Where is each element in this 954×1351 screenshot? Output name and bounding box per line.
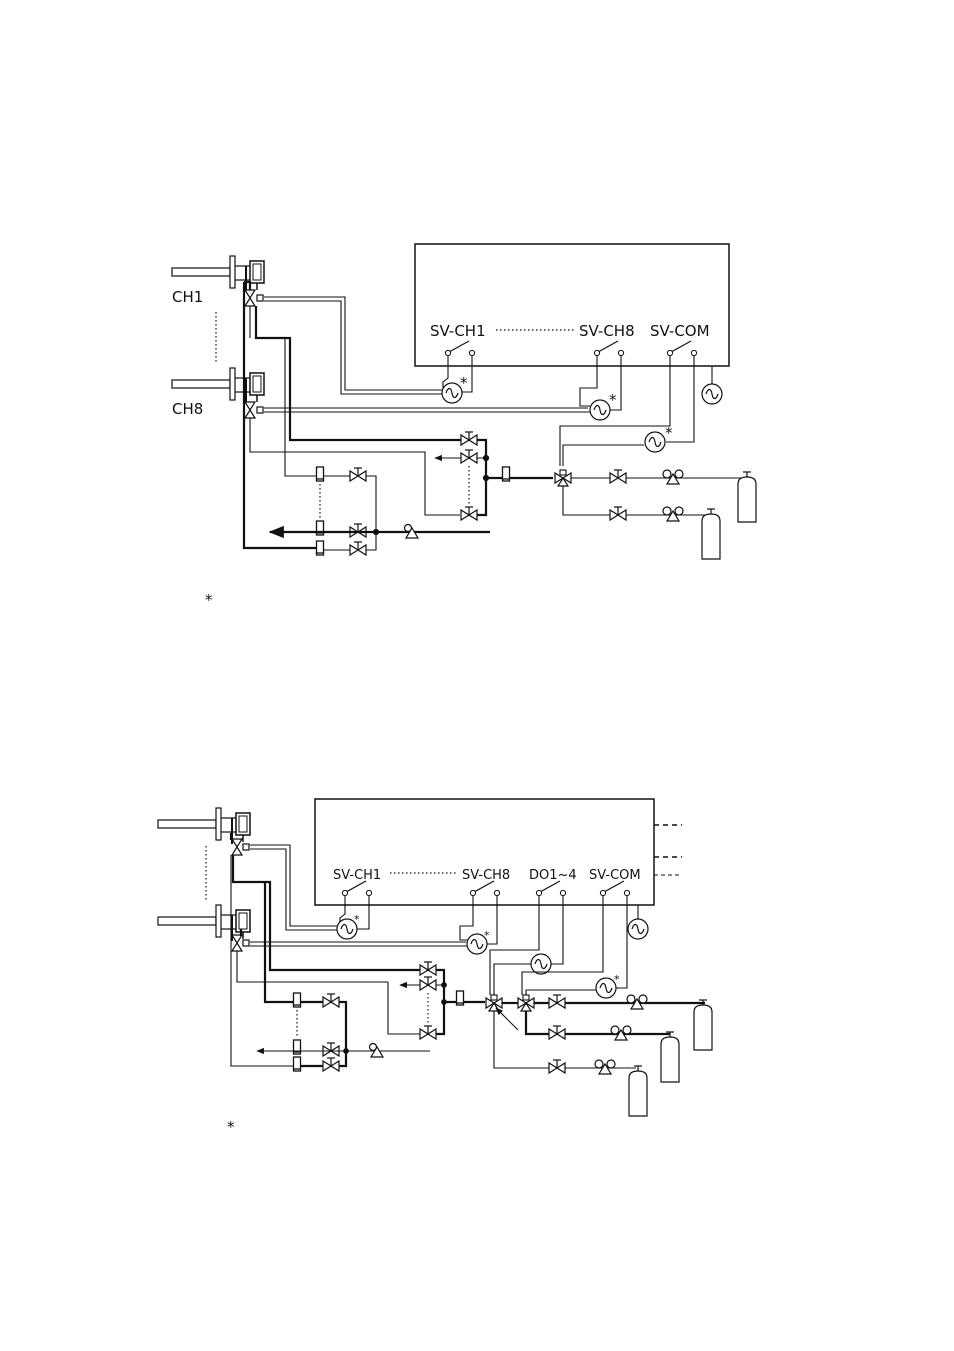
block-valve-2-top (420, 962, 436, 975)
three-way-valve-2a (486, 995, 502, 1011)
supply-valve-1b (610, 507, 626, 520)
supply-valve-2a (549, 995, 565, 1008)
label-ch1: CH1 (172, 288, 204, 306)
supply-valve-2c (549, 1060, 565, 1073)
supply-valve-2b (549, 1026, 565, 1039)
flowmeter-1a (317, 467, 324, 481)
flowmeter-main-1 (503, 467, 510, 481)
ac-source-2-do (531, 954, 551, 974)
switch-label-2-sv-ch8: SV-CH8 (462, 868, 511, 883)
probe-valve-2b (232, 935, 242, 951)
switch-label-sv-com: SV-COM (650, 322, 710, 340)
controller-box-2 (315, 799, 654, 905)
block-valve-mid (461, 450, 477, 463)
needle-valve-2a (323, 994, 339, 1007)
ac-source-power (702, 384, 722, 404)
three-way-valve-2b (518, 995, 534, 1011)
needle-valve-2c (323, 1058, 339, 1071)
needle-valve-1c (350, 542, 366, 555)
gas-cylinder-1b (702, 509, 720, 559)
block-valve-2-bottom (420, 1026, 436, 1039)
flowmeter-1c (317, 541, 324, 555)
gas-cylinder-2a (694, 1000, 712, 1050)
controller-box-1 (415, 244, 729, 366)
gas-cylinder-2c (629, 1066, 647, 1116)
asterisk-2-ch1: * (354, 913, 360, 926)
ac-source-ch8 (590, 400, 610, 420)
probe-valve-ch8 (245, 402, 255, 418)
switch-label-2-sv-ch1: SV-CH1 (333, 868, 382, 883)
three-way-valve-1 (555, 470, 571, 486)
regulator-2b (611, 1026, 631, 1040)
block-valve-top (461, 432, 477, 445)
block-valve-2-mid (420, 977, 436, 990)
diagram-1 (172, 244, 756, 609)
supply-valve-1a (610, 470, 626, 483)
regulator-1b (663, 507, 683, 521)
regulator-1a (663, 470, 683, 484)
asterisk-2-com: * (614, 973, 620, 986)
ac-source-ch1 (442, 383, 462, 403)
gas-cylinder-1a (738, 472, 756, 522)
asterisk-ch1: * (460, 374, 468, 392)
probe-ch8 (172, 368, 264, 404)
block-valve-bottom (461, 507, 477, 520)
footnote-mark-2: * (227, 1118, 235, 1136)
diagram-2 (158, 799, 712, 1136)
ac-source-com (645, 432, 665, 452)
flowmeter-main-2 (457, 991, 464, 1005)
switch-label-sv-ch1: SV-CH1 (430, 322, 486, 340)
flowmeter-2b (294, 1040, 301, 1054)
needle-valve-2b (323, 1043, 339, 1056)
flowmeter-2a (294, 993, 301, 1007)
probe-valve-ch1 (245, 290, 255, 306)
gas-cylinder-2b (661, 1032, 679, 1082)
sample-pump-2 (370, 1044, 384, 1058)
switch-label-sv-ch8: SV-CH8 (579, 322, 635, 340)
ac-source-2-power (628, 919, 648, 939)
probe-valve-2a (232, 839, 242, 855)
regulator-2a (627, 995, 647, 1009)
label-ch8: CH8 (172, 400, 204, 418)
coil-ch1 (257, 295, 263, 301)
asterisk-com: * (665, 424, 673, 442)
switch-label-2-sv-com: SV-COM (589, 868, 641, 883)
footnote-mark-1: * (205, 591, 213, 609)
regulator-2c (595, 1060, 615, 1074)
needle-valve-1b (350, 524, 366, 537)
flowmeter-2c (294, 1057, 301, 1071)
ac-source-2-com (596, 978, 616, 998)
switch-label-2-do: DO1~4 (529, 868, 577, 883)
coil-ch8 (257, 407, 263, 413)
asterisk-2-ch8: * (484, 929, 490, 942)
asterisk-ch8: * (609, 391, 617, 409)
needle-valve-1a (350, 468, 366, 481)
